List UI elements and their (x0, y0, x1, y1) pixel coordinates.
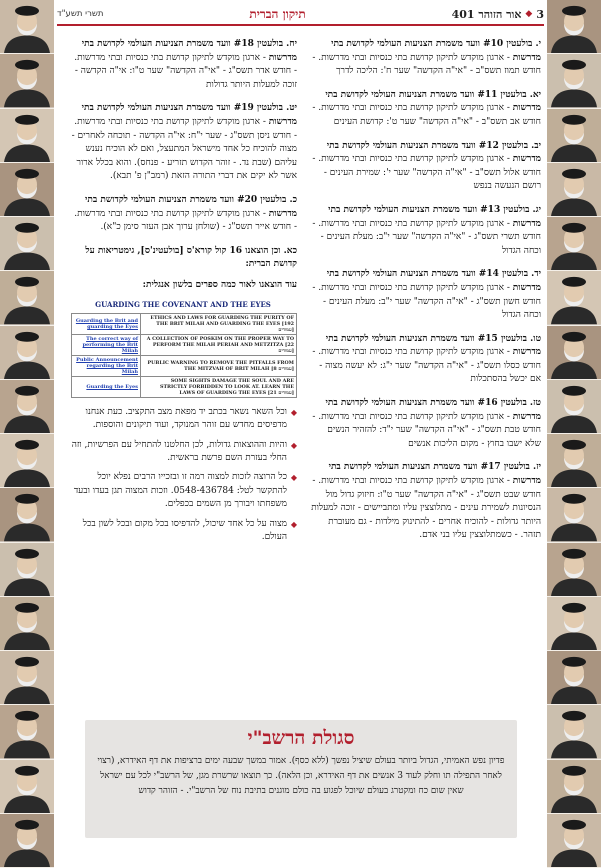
rabbi-portrait (547, 0, 601, 54)
rabbi-portrait (0, 54, 54, 108)
bulletin-entry (69, 38, 297, 92)
issue-date: תשרי תשע"ד (57, 9, 104, 19)
left-entries (69, 38, 297, 235)
bullet-text: מצוה על כל אחד שיכול, להדפיסו בכל מקום ובכל לשון בכל העולם. (82, 518, 287, 542)
book-link[interactable]: Guarding the Brit and guarding the Eyes (72, 313, 141, 334)
rabbi-portrait (0, 814, 54, 868)
rabbi-portrait (547, 109, 601, 163)
publication-name: אור הזוהר 401 (451, 7, 522, 21)
bulletin-entry (69, 194, 297, 235)
bulletin-body: - ארגון מוקדש לתיקון קדושת בתי כנסיות ובתי מדרשות. - חודש אלול תשס"ב - "אי"ה הקדשה" שער י': שמירת העינים - רושם הנעשה בנפש (312, 154, 541, 192)
rabbi-portrait (0, 0, 54, 54)
section-title: תיקון הברית (249, 6, 306, 21)
book-link[interactable]: Public Announcement regarding the Brit Milah (72, 355, 141, 376)
left-column (69, 38, 297, 544)
bullet-text: וכל השאר נשאר בכתב יד מפאת מצב התקציב. כעת אנחנו מדפיסים מחדש עם זוהר המנוקד, ועוד תיקונים והוספות. (85, 406, 287, 431)
bulletin-title: יג. בולעטין #13 וועד משמרת הצניעות העולמי לקדושת בתי מדרשות (328, 204, 541, 229)
segula-text: פדיון נפש האמיתי, הגדול ביותר בעולם שיציל נפשך (ללא כסף). אמור במשך שבעה ימים ברציפות את דף האידרא, (רצוי לאחר התפילה תו וחלק לעוד 3 אנשים את דף האידרא, וכן הלאה). כך תוצאו שרשרת מגן, של הרשב"י לכל עם ישראל שאין שום כח ומקטרג בעולם שיוכל לפגוע בה כולם מוגנים בתיבת נוח של הרשב"י. - הזוהר קדוש (97, 756, 505, 796)
rabbi-portrait (0, 651, 54, 705)
segula-box (85, 720, 517, 838)
bulletin-entry (309, 204, 541, 258)
bulletin-entry (309, 461, 541, 543)
header-title-group (452, 8, 544, 21)
table-row (72, 355, 297, 376)
bulletin-body: - ארגון מוקדש לתיקון קדושת בתי כנסיות ובתי מדרשות. - חודש אדר תשס"ג - "אי"ה הקדשה" שער ט"ו: אי"ה הקדשה - זוכה למעלות היותר גדולות (74, 52, 297, 90)
bulletin-title: י. בולעטין #10 וועד משמרת הצניעות העולמי לקדושת בתי מדרשות (331, 39, 541, 63)
book-description: ETHICS AND LAWS FOR GUARDING THE PURITY OF THE BRIT MILAH AND GUARDING THE EYES [192 עמודים] (141, 313, 297, 334)
bulletin-entry (309, 89, 541, 130)
bulletin-body: - ארגון מוקדש לתיקון קדושת בתי כנסיות ובתי מדרשות. - חודש תשרי תשס"ג - "אי"ה הקדשה" שער י"ב: מעלת העינים - וכחה הגדול (312, 218, 541, 256)
rabbi-portrait (0, 109, 54, 163)
diamond-icon: ◆ (525, 9, 533, 19)
bulletin-body: - ארגון מוקדש לתיקון קדושת בתי כנסיות ובתי מדרשות. - חודש חשון תשס"ג - "אי"ה הקדשה" שער י"ב: מעלת העינים - וכחה הגדול (312, 282, 541, 321)
rabbi-portrait (547, 705, 601, 759)
book-link[interactable]: The correct way of performing the Brit Milah (72, 334, 141, 355)
rabbi-portrait (0, 217, 54, 271)
left-portrait-strip (0, 0, 54, 868)
book-description: SOME SIGHTS DAMAGE THE SOUL AND ARE STRICTLY FORBIDDEN TO LOOK AT. LEARN THE LAWS OF GUARDING THE EYES [21 עמודים] (141, 376, 297, 397)
bulletin-body: - ארגון מוקדש לתיקון קדושת בתי כנסיות ובתי מדרשות. - חודש טבת תשס"ג - "אי"ה הקדשה" שער י"ד: להזהיר הנשים שלא ישבו בחוץ - מקום הליכות אנשים (312, 411, 541, 449)
diamond-icon: ◆ (290, 519, 297, 529)
note-english-books: עוד הוצאנו לאור כמה ספרים בלשון אנגלית: (142, 279, 297, 290)
note-gematria: כא. וכן הוצאנו 16 קול קורא'ס [בולעטינ'ס], גימטריאות על קדושת הברית: (85, 245, 297, 269)
rabbi-portrait (0, 543, 54, 597)
rabbi-portrait (0, 326, 54, 380)
bulletin-title: טו. בולעטין #15 וועד משמרת הצניעות העולמי לקדושת בתי מדרשות (325, 333, 541, 358)
bullet-item (69, 518, 297, 545)
rabbi-portrait (0, 760, 54, 814)
bulletin-entry (309, 333, 541, 387)
right-column (309, 38, 541, 553)
rabbi-portrait (547, 543, 601, 597)
bulletin-entry (309, 268, 541, 322)
bullet-item (69, 439, 297, 466)
bulletin-body: - ארגון מוקדש לתיקון קדושת בתי כנסיות ובתי מדרשות. - חודש ניסן תשס"ג - שער י"ח: אי"ה הקדשה - תוכחה לאחרים - מצוה להוכיח כל אחד מישראל המתעצל, ואם לא הוכיח נענש עליהם (שבת נד. - זוהר הקדוש תזריע - פנחס). והוא בכלל ארור אשר לא יקים את דברי התורה הזאת (רמב"ן פ' תבא). (71, 116, 297, 182)
rabbi-portrait (0, 380, 54, 434)
bulletin-title: כ. בולעטין #20 וועד משמרת הצניעות העולמי לקדושת בתי מדרשות (85, 194, 297, 219)
diamond-icon: ◆ (290, 440, 297, 450)
table-row (72, 376, 297, 397)
right-portrait-strip (547, 0, 601, 868)
bulletin-title: יד. בולעטין #14 וועד משמרת הצניעות העולמי לקדושת בתי מדרשות (326, 269, 541, 293)
books-table-title: GUARDING THE COVENANT AND THE EYES (95, 299, 271, 309)
bullet-item (69, 471, 297, 511)
bulletin-title: יב. בולעטין #12 וועד משמרת הצניעות העולמי לקדושת בתי מדרשות (326, 140, 541, 165)
segula-title: סגולת הרשב"י (247, 727, 355, 749)
rabbi-portrait (0, 597, 54, 651)
book-description: A COLLECTION OF POSKIM ON THE PROPER WAY TO PERFORM THE MILAH PERIAH AND METZITZA [22 עמודים] (141, 334, 297, 355)
bulletin-body: - ארגון מוקדש לתיקון קדושת בתי כנסיות ובתי מדרשות. - חודש אייר תשס"ג - (שולחן ערוך אבן העזר סימן כ"א). (74, 208, 297, 233)
rabbi-portrait (547, 597, 601, 651)
rabbi-portrait (547, 814, 601, 868)
table-row (72, 334, 297, 355)
bulletin-title: יז. בולעטין #17 וועד משמרת הצניעות העולמי לקדושת בתי מדרשות (328, 462, 541, 487)
bulletin-title: יא. בולעטין #11 וועד משמרת הצניעות העולמי לקדושת בתי מדרשות (325, 89, 541, 114)
diamond-icon: ◆ (290, 473, 297, 483)
rabbi-portrait (0, 271, 54, 325)
bullet-text: כל הרוצה לזכות למצוה רמה זו ובזכייו הרבים נפלא יוכל להתקשר לטל: 0548-436784. וזכות המצוה תגן בעדו ובעד משפחתו ויבורך מן השמים בכפלים. (73, 472, 287, 510)
rabbi-portrait (0, 434, 54, 488)
bulletin-entry (309, 140, 541, 194)
bullet-list (69, 406, 297, 545)
bulletin-title: טז. בולעטין #16 וועד משמרת הצניעות העולמי לקדושת בתי מדרשות (325, 398, 541, 422)
rabbi-portrait (0, 488, 54, 542)
rabbi-portrait (547, 54, 601, 108)
rabbi-portrait (547, 163, 601, 217)
bulletin-entry (309, 38, 541, 79)
rabbi-portrait (547, 380, 601, 434)
page-header (57, 4, 544, 26)
rabbi-portrait (547, 488, 601, 542)
bulletin-body: - ארגון מוקדש לתיקון קדושת בתי כנסיות ובתי מדרשות. - חודש תמוז תשס"ב - "אי"ה הקדשה" שער ח': הליכה לדרך (312, 52, 541, 77)
rabbi-portrait (547, 434, 601, 488)
rabbi-portrait (547, 760, 601, 814)
rabbi-portrait (547, 217, 601, 271)
rabbi-portrait (0, 163, 54, 217)
page-number: 3 (536, 7, 544, 21)
bulletin-entry (69, 102, 297, 184)
rabbi-portrait (0, 705, 54, 759)
bullet-text: והיות וההוצאות גדולות, לכן החלטנו להתחיל עם הפרשיות, וזה החלי בעזרת השם פרשת בראשית. (71, 439, 287, 463)
bulletin-body: - ארגון מוקדש לתיקון קדושת בתי כנסיות ובתי מדרשות. - חודש אב תשס"ב - "אי"ה הקדשה" שער ט': קדושת העינים (312, 103, 541, 127)
bulletin-title: יט. בולעטין #19 וועד משמרת הצניעות העולמי לקדושת בתי מדרשות (81, 103, 297, 127)
bulletin-entry (309, 397, 541, 451)
table-row (72, 313, 297, 334)
book-link[interactable]: Guarding the Eyes (72, 376, 141, 397)
book-description: PUBLIC WARNING TO REMOVE THE PITFALLS FROM THE MITZVAH OF BRIT MILAH [8 עמודים] (141, 355, 297, 376)
diamond-icon: ◆ (290, 407, 297, 417)
page (57, 0, 544, 868)
books-table (71, 313, 297, 398)
rabbi-portrait (547, 271, 601, 325)
bullet-item (69, 406, 297, 433)
rabbi-portrait (547, 326, 601, 380)
bulletin-body: - ארגון מוקדש לתיקון קדושת בתי כנסיות ובתי מדרשות. - חודש שבט תשס"ג - "אי"ה הקדשה" שער ט"ו: חיזוק גדול מול הנסיונות לשמירת עינים - מתלוצצין עליו ומתביישים - זוכה למעלות היותר גדולות - להוכיח אחרים - להתינוק מילדות - גם מעוברת תזהר. - כשמתלוצצין עליו בני אדם. (311, 476, 541, 541)
bulletin-body: - ארגון מוקדש לתיקון קדושת בתי כנסיות ובתי מדרשות. - חודש כסלו תשס"ג - "אי"ה הקדשה" שער י"ג: לא יעשה מצוה - אם יכשל בהסתכלות (312, 347, 541, 385)
bulletin-title: יח. בולעטין #18 וועד משמרת הצניעות העולמי לקדושת בתי מדרשות (81, 39, 297, 63)
rabbi-portrait (547, 651, 601, 705)
